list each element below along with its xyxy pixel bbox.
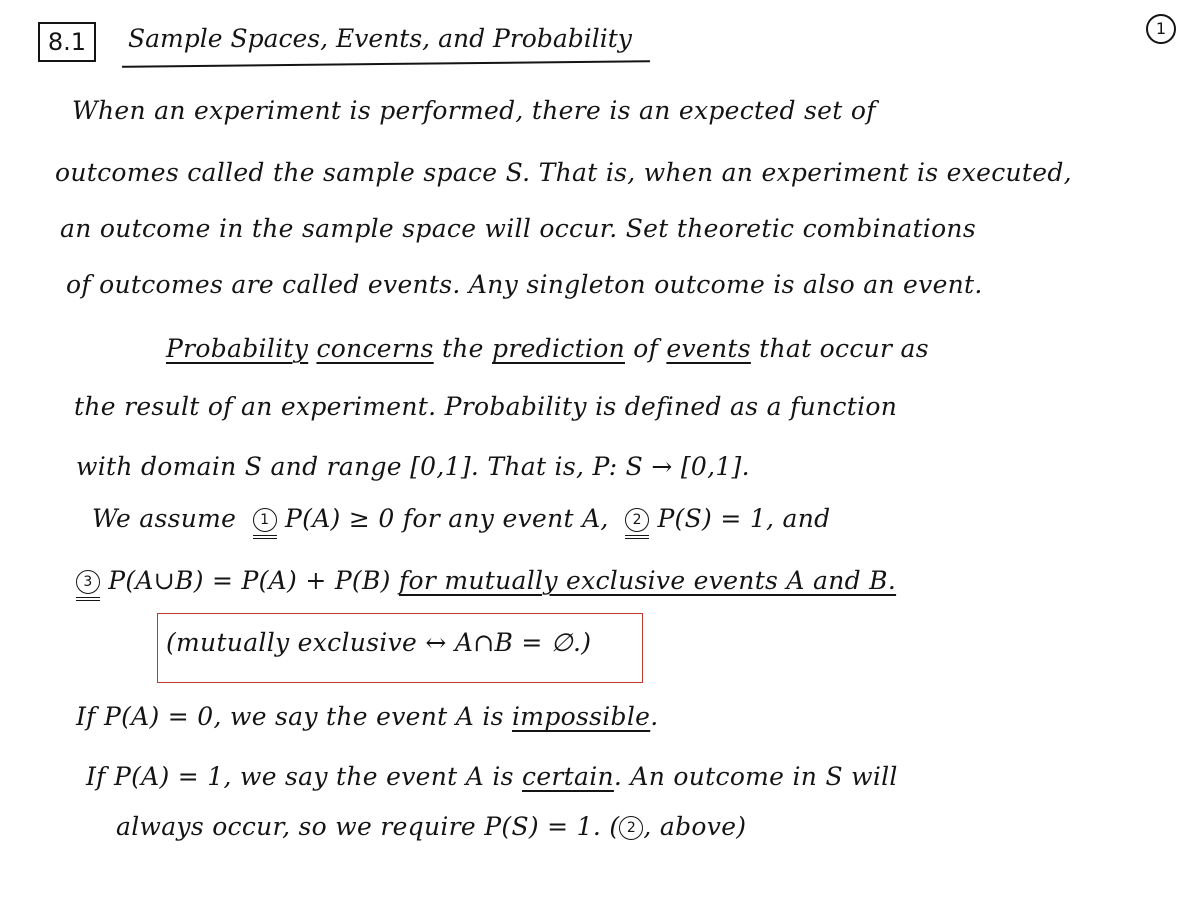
word-concerns: concerns (316, 334, 434, 363)
word-probability: Probability (166, 334, 309, 363)
p2-line2: the result of an experiment. Probability is defined as a function (74, 392, 898, 421)
circled-2-icon: 2 (625, 508, 649, 532)
word-the: the (441, 334, 484, 363)
certain-rest: . An outcome in S will (613, 762, 898, 791)
always-post: , above) (643, 812, 747, 841)
word-certain: certain (522, 762, 614, 791)
p2-line1-rest: that occur as (759, 334, 929, 363)
axiom-3: P(A∪B) = P(A) + P(B) (108, 566, 391, 595)
p1-line2: outcomes called the sample space S. That is, when an experiment is executed, (55, 158, 1072, 187)
word-impossible: impossible (512, 702, 651, 731)
axiom-1: P(A) ≥ 0 for any event A, (285, 504, 609, 533)
p1-line1: When an experiment is performed, there is an expected set of (72, 96, 876, 125)
impossible-end: . (650, 702, 659, 731)
certain-line (86, 762, 898, 791)
impossible-line (76, 702, 658, 731)
word-prediction: prediction (492, 334, 625, 363)
p2-line3: with domain S and range [0,1]. That is, P: S → [0,1]. (76, 452, 750, 481)
always-pre: always occur, so we require P(S) = 1. ( (116, 812, 620, 841)
certain-pre: If P(A) = 1, we say the event A is (86, 762, 514, 791)
impossible-pre: If P(A) = 0, we say the event A is (76, 702, 504, 731)
axiom-3-condition: for mutually exclusive events A and B. (398, 566, 897, 595)
axioms-line1 (92, 504, 830, 533)
circled-1-icon: 1 (253, 508, 277, 532)
section-heading: Sample Spaces, Events, and Probability (128, 24, 632, 53)
p1-line3: an outcome in the sample space will occur. Set theoretic combinations (60, 214, 976, 243)
always-line (116, 812, 746, 841)
axiom-2: P(S) = 1, and (657, 504, 831, 533)
mutually-exclusive-note: (mutually exclusive ↔ A∩B = ∅.) (166, 628, 592, 657)
p1-line4: of outcomes are called events. Any singleton outcome is also an event. (66, 270, 983, 299)
p2-line1 (166, 334, 929, 363)
page-number: 1 (1146, 14, 1176, 44)
axioms-intro: We assume (92, 504, 237, 533)
heading-underline (122, 60, 650, 68)
circled-2-ref-icon: 2 (619, 816, 643, 840)
circled-3-icon: 3 (76, 570, 100, 594)
word-events: events (666, 334, 751, 363)
word-of: of (633, 334, 659, 363)
section-number-box: 8.1 (38, 22, 96, 62)
axioms-line2 (76, 566, 896, 595)
